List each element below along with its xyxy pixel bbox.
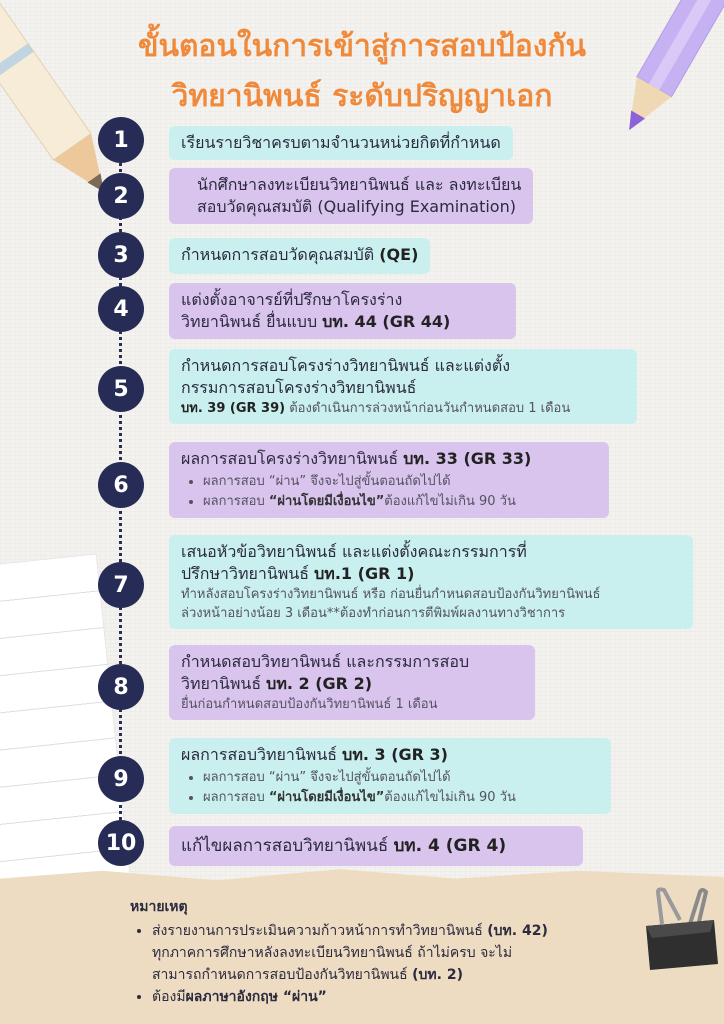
step-box-4	[169, 283, 516, 339]
step-note	[181, 399, 625, 418]
step-box-6	[169, 442, 609, 518]
step-text: ผลการสอบโครงร่างวิทยานิพนธ์	[181, 449, 399, 468]
step-bullet-1: • ผลการสอบ “ผ่าน” จึงจะไปสู่ขั้นตอนถัดไปได้	[203, 472, 597, 492]
step-text: เรียนรายวิชาครบตามจำนวนหน่วยกิตที่กำหนด	[181, 133, 501, 152]
remarks-heading: หมายเหตุ	[130, 899, 188, 915]
title-line-1: ขั้นตอนในการเข้าสู่การสอบป้องกัน	[137, 29, 587, 64]
step-box-1	[169, 126, 513, 160]
step-box-7	[169, 535, 693, 629]
step-text-line-2: กรรมการสอบโครงร่างวิทยานิพนธ์	[181, 378, 417, 397]
step-text-line-1: เสนอหัวข้อวิทยานิพนธ์ และแต่งตั้งคณะกรรมการที่	[181, 542, 527, 561]
step-box-3	[169, 238, 430, 274]
step-bullet-2	[203, 492, 597, 512]
bullet-text: ผลการสอบ	[203, 790, 265, 805]
binder-clip-icon	[640, 886, 720, 980]
step-number-2: 2	[98, 173, 144, 219]
remark-text: ต้องมี	[152, 989, 186, 1005]
bullet-text-after: ต้องแก้ไขไม่เกิน 90 วัน	[384, 494, 516, 509]
bullet-bold: “ผ่านโดยมีเงื่อนไข”	[268, 790, 385, 805]
step-number-10: 10	[98, 820, 144, 866]
step-number-1: 1	[98, 117, 144, 163]
bullet-bold: “ผ่านโดยมีเงื่อนไข”	[268, 494, 385, 509]
step-number-6: 6	[98, 462, 144, 508]
step-text-line-1: นักศึกษาลงทะเบียนวิทยานิพนธ์ และ ลงทะเบียน	[197, 175, 522, 194]
page-title	[0, 22, 724, 122]
step-box-10	[169, 826, 583, 866]
step-number-3: 3	[98, 232, 144, 278]
step-number-5: 5	[98, 366, 144, 412]
step-text-line-2: ปรึกษาวิทยานิพนธ์	[181, 564, 310, 583]
step-text-line-2: วิทยานิพนธ์ ยื่นแบบ	[181, 312, 318, 331]
step-text-line-1: แต่งตั้งอาจารย์ที่ปรึกษาโครงร่าง	[181, 290, 403, 309]
step-note-line-1: ทำหลังสอบโครงร่างวิทยานิพนธ์ หรือ ก่อนยื่นกำหนดสอบป้องกันวิทยานิพนธ์	[181, 587, 601, 602]
step-text-line-1: กำหนดการสอบโครงร่างวิทยานิพนธ์ และแต่งตั้ง	[181, 356, 511, 375]
step-bullet-1: • ผลการสอบ “ผ่าน” จึงจะไปสู่ขั้นตอนถัดไปได้	[203, 768, 599, 788]
remark-code: (บท. 42)	[487, 923, 548, 939]
title-line-2: วิทยานิพนธ์ ระดับปริญญาเอก	[171, 79, 553, 114]
bullet-text-after: ต้องแก้ไขไม่เกิน 90 วัน	[384, 790, 516, 805]
remark-text-line-3: สามารถกำหนดการสอบป้องกันวิทยานิพนธ์	[152, 967, 408, 983]
step-number-4: 4	[98, 286, 144, 332]
step-note-line-2: ล่วงหน้าอย่างน้อย 3 เดือน**ต้องทำก่อนการตีพิมพ์ผลงานทางวิชาการ	[181, 606, 566, 621]
step-number-9: 9	[98, 756, 144, 802]
step-number-7: 7	[98, 562, 144, 608]
step-code: บท. 3 (GR 3)	[342, 745, 448, 764]
step-code: บท. 44 (GR 44)	[322, 312, 451, 331]
step-number-8: 8	[98, 664, 144, 710]
step-text-line-1: กำหนดสอบวิทยานิพนธ์ และกรรมการสอบ	[181, 652, 470, 671]
step-text: กำหนดการสอบวัดคุณสมบัติ	[181, 245, 375, 264]
step-code: บท. 33 (GR 33)	[403, 449, 532, 468]
remark-item-1	[152, 920, 630, 986]
step-box-5	[169, 349, 637, 424]
remark-text-line-2: ทุกภาคการศึกษาหลังลงทะเบียนวิทยานิพนธ์ ถ้าไม่ครบ จะไม่	[152, 945, 513, 961]
remark-code-2: (บท. 2)	[412, 967, 463, 983]
remark-bold: ผลภาษาอังกฤษ “ผ่าน”	[185, 989, 327, 1005]
step-box-2	[169, 168, 533, 224]
step-code: บท.1 (GR 1)	[314, 564, 415, 583]
remarks-section	[130, 896, 630, 1008]
remark-text: ส่งรายงานการประเมินความก้าวหน้าการทำวิทยานิพนธ์	[152, 923, 483, 939]
step-text-line-2: สอบวัดคุณสมบัติ (Qualifying Examination)	[197, 197, 516, 216]
step-code: บท. 4 (GR 4)	[393, 836, 507, 856]
step-text: ผลการสอบวิทยานิพนธ์	[181, 745, 338, 764]
step-note-text: ต้องดำเนินการล่วงหน้าก่อนวันกำหนดสอบ 1 เดือน	[289, 401, 571, 416]
step-box-8	[169, 645, 535, 720]
step-code: (QE)	[379, 245, 419, 264]
step-bullet-2	[203, 788, 599, 808]
bullet-text: ผลการสอบ	[203, 494, 265, 509]
step-box-9	[169, 738, 611, 814]
step-text-line-2: วิทยานิพนธ์	[181, 674, 262, 693]
step-code: บท. 2 (GR 2)	[266, 674, 373, 693]
step-note: ยื่นก่อนกำหนดสอบป้องกันวิทยานิพนธ์ 1 เดือน	[181, 697, 438, 712]
remark-item-2	[152, 986, 630, 1008]
step-text: แก้ไขผลการสอบวิทยานิพนธ์	[181, 836, 389, 856]
step-note-code: บท. 39 (GR 39)	[181, 401, 286, 416]
